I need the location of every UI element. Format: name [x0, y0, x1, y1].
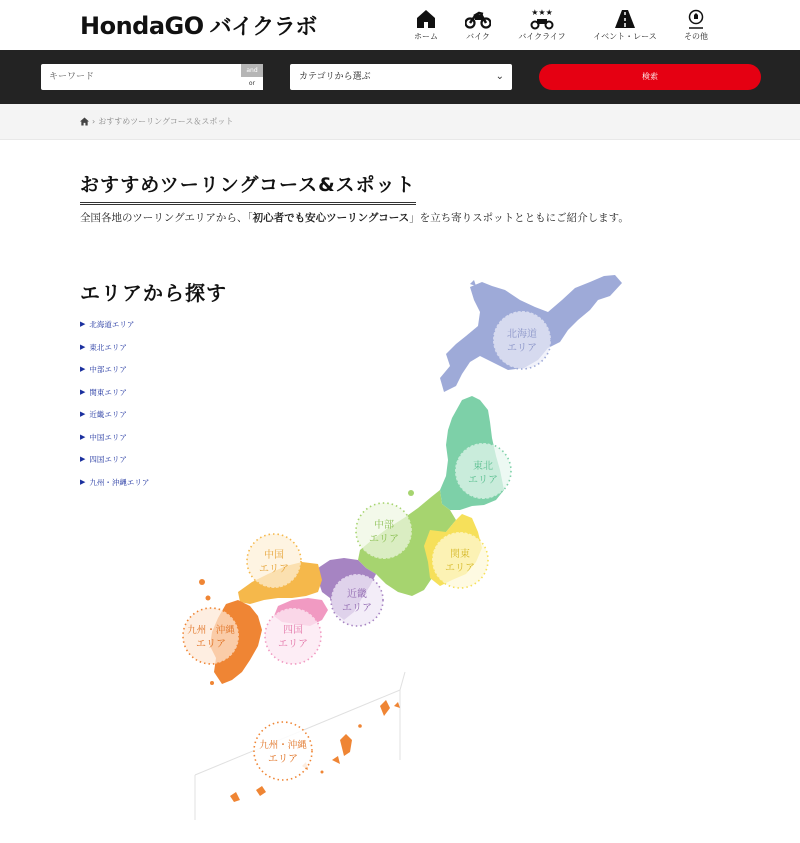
nav-label-event: イベント・レース	[593, 32, 657, 41]
and-or-toggle[interactable]	[241, 64, 263, 90]
nav-label-bikelife: バイクライフ	[518, 32, 566, 41]
road-icon	[614, 8, 636, 30]
map-label-kanto-line2: エリア	[445, 563, 475, 574]
house-icon	[415, 8, 437, 30]
breadcrumb-current: おすすめツーリングコース＆スポット	[98, 117, 234, 126]
map-label-okinawa-line2: エリア	[268, 754, 298, 765]
map-label-kyushu[interactable]	[183, 608, 239, 664]
nav-item-other[interactable]	[661, 8, 731, 42]
map-label-kinki-line2: エリア	[342, 603, 372, 614]
map-label-chubu[interactable]	[356, 503, 412, 559]
area-link-kyushu-okinawa[interactable]: ▶ 九州・沖縄エリア	[80, 477, 150, 487]
area-link-hokkaido[interactable]: ▶ 北海道エリア	[80, 320, 135, 329]
or-option[interactable]: or	[241, 77, 263, 90]
map-label-shikoku-line1: 四国	[283, 625, 303, 636]
logo-text: HondaGO	[80, 12, 204, 40]
triangle-right-icon: ▶	[80, 365, 86, 373]
triangle-right-icon: ▶	[80, 477, 86, 486]
main-nav	[0, 8, 800, 48]
search-bar	[0, 50, 800, 104]
map-label-tohoku[interactable]	[455, 443, 511, 499]
keyword-box	[41, 64, 263, 90]
bikelife-stars-icon	[529, 8, 555, 30]
and-option[interactable]: and	[241, 64, 263, 77]
map-label-hokkaido-line1: 北海道	[507, 329, 537, 340]
nav-label-bike: バイク	[466, 32, 490, 41]
triangle-right-icon: ▶	[80, 410, 86, 418]
map-label-kanto-line1: 関東	[450, 549, 470, 560]
triangle-right-icon: ▶	[80, 387, 86, 396]
keyword-input[interactable]	[41, 64, 241, 90]
breadcrumb-separator: ›	[92, 117, 96, 126]
area-link-chubu[interactable]: ▶ 中部エリア	[80, 365, 127, 374]
breadcrumb	[80, 116, 233, 127]
map-label-tohoku-line1: 東北	[473, 461, 493, 472]
svg-text:★★★: ★★★	[531, 8, 553, 17]
map-label-chugoku-line1: 中国	[264, 550, 284, 561]
category-select[interactable]	[290, 64, 512, 90]
map-label-shikoku-line2: エリア	[278, 639, 308, 650]
triangle-right-icon: ▶	[80, 320, 86, 328]
triangle-right-icon: ▶	[80, 342, 86, 351]
breadcrumb-bar	[0, 104, 800, 140]
intro-text	[80, 210, 629, 225]
map-label-shikoku[interactable]	[265, 608, 321, 664]
map-label-kinki-line1: 近畿	[347, 589, 367, 600]
map-label-chubu-line1: 中部	[374, 520, 394, 531]
map-label-hokkaido-line2: エリア	[507, 343, 537, 354]
map-label-okinawa[interactable]	[254, 722, 312, 780]
map-label-chugoku-line2: エリア	[259, 564, 289, 575]
triangle-right-icon: ▶	[80, 432, 86, 441]
search-button[interactable]: 検索	[539, 64, 761, 90]
area-link-tohoku[interactable]: ▶ 東北エリア	[80, 342, 127, 352]
map-label-chugoku[interactable]	[247, 534, 301, 588]
site-header	[0, 0, 800, 50]
other-icon	[685, 8, 707, 30]
map-label-kinki[interactable]	[331, 574, 383, 626]
nav-label-other: その他	[684, 32, 708, 41]
map-label-hokkaido[interactable]	[493, 311, 551, 369]
map-label-kyushu-line1: 九州・沖縄	[187, 625, 235, 636]
area-link-shikoku[interactable]: ▶ 四国エリア	[80, 455, 127, 464]
map-label-okinawa-line1: 九州・沖縄	[259, 740, 307, 751]
home-icon[interactable]	[80, 117, 89, 126]
chevron-down-icon: ⌄	[495, 71, 504, 82]
nav-item-bikelife[interactable]	[507, 8, 577, 42]
nav-label-home: ホーム	[414, 32, 438, 41]
area-link-chugoku[interactable]: ▶ 中国エリア	[80, 432, 127, 442]
map-label-tohoku-line2: エリア	[468, 475, 498, 486]
map-label-chubu-line2: エリア	[369, 534, 399, 545]
nav-item-event[interactable]	[590, 8, 660, 42]
logo-jp-text: バイクラボ	[209, 15, 317, 40]
map-label-kyushu-line2: エリア	[196, 639, 226, 650]
area-heading: エリアから探す	[80, 281, 227, 305]
triangle-right-icon: ▶	[80, 455, 86, 463]
area-link-list	[80, 319, 149, 499]
page-title: おすすめツーリングコース&スポット	[80, 170, 416, 205]
motorcycle-icon	[465, 8, 491, 30]
category-select-label: カテゴリから選ぶ	[299, 72, 371, 82]
intro-bold: 初心者でも安心ツーリングコース	[252, 212, 410, 224]
area-link-kinki[interactable]: ▶ 近畿エリア	[80, 410, 127, 419]
map-label-kanto[interactable]	[432, 532, 488, 588]
intro-before: 全国各地のツーリングエリアから、「	[80, 212, 253, 224]
nav-item-bike[interactable]	[443, 8, 513, 42]
intro-after: 」を立ち寄りスポットとともにご紹介します。	[409, 212, 629, 224]
area-link-kanto[interactable]: ▶ 関東エリア	[80, 387, 127, 397]
